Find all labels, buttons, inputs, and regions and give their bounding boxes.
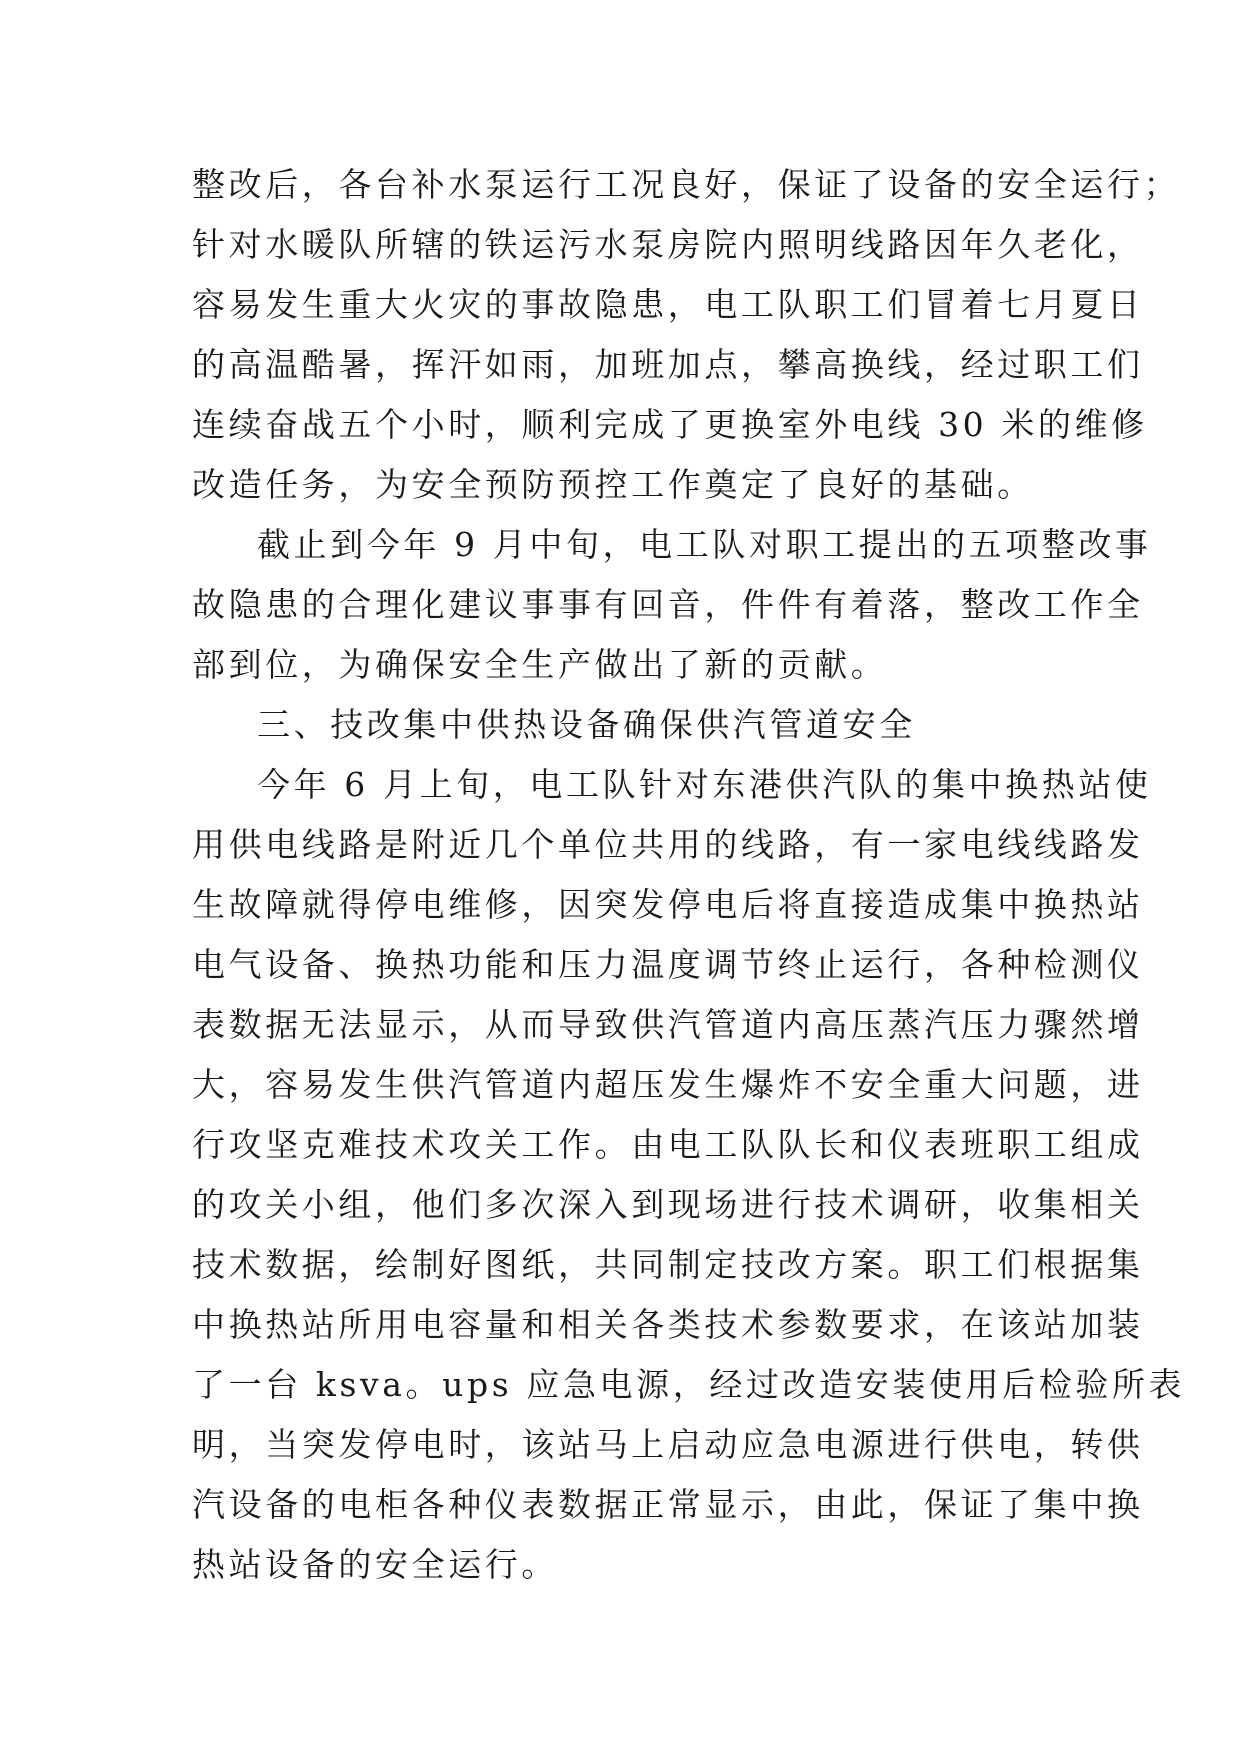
text-line: 整改后，各台补水泵运行工况良好，保证了设备的安全运行； <box>192 165 1181 204</box>
text-line: 改造任务，为安全预防预控工作奠定了良好的基础。 <box>192 465 1034 504</box>
text-line: 用供电线路是附近几个单位共用的线路，有一家电线线路发 <box>192 825 1144 864</box>
text-line: 行攻坚克难技术攻关工作。由电工队队长和仪表班职工组成 <box>192 1125 1144 1164</box>
text-line: 的攻关小组，他们多次深入到现场进行技术调研，收集相关 <box>192 1185 1144 1224</box>
text-line: 生故障就得停电维修，因突发停电后将直接造成集中换热站 <box>192 885 1144 924</box>
text-line: 热站设备的安全运行。 <box>192 1545 558 1584</box>
text-line: 的高温酷暑，挥汗如雨，加班加点，攀高换线，经过职工们 <box>192 345 1144 384</box>
section-heading: 三、技改集中供热设备确保供汽管道安全 <box>257 705 916 744</box>
text-line: 截止到今年 9 月中旬，电工队对职工提出的五项整改事 <box>257 525 1152 564</box>
text-line: 技术数据，绘制好图纸，共同制定技改方案。职工们根据集 <box>192 1245 1144 1284</box>
text-line: 今年 6 月上旬，电工队针对东港供汽队的集中换热站使 <box>257 765 1152 804</box>
text-line: 大，容易发生供汽管道内超压发生爆炸不安全重大问题，进 <box>192 1065 1144 1104</box>
text-line: 明，当突发停电时，该站马上启动应急电源进行供电，转供 <box>192 1425 1144 1464</box>
text-line: 表数据无法显示，从而导致供汽管道内高压蒸汽压力骤然增 <box>192 1005 1144 1044</box>
text-line: 容易发生重大火灾的事故隐患，电工队职工们冒着七月夏日 <box>192 285 1144 324</box>
text-line: 电气设备、换热功能和压力温度调节终止运行，各种检测仪 <box>192 945 1144 984</box>
text-line: 针对水暖队所辖的铁运污水泵房院内照明线路因年久老化， <box>192 225 1144 264</box>
text-line: 故隐患的合理化建议事事有回音，件件有着落，整改工作全 <box>192 585 1144 624</box>
text-line: 中换热站所用电容量和相关各类技术参数要求，在该站加装 <box>192 1305 1144 1344</box>
text-line: 连续奋战五个小时，顺利完成了更换室外电线 30 米的维修 <box>192 405 1148 444</box>
text-line: 汽设备的电柜各种仪表数据正常显示，由此，保证了集中换 <box>192 1485 1144 1524</box>
text-line: 了一台 ksva。ups 应急电源，经过改造安装使用后检验所表 <box>192 1365 1186 1404</box>
text-line: 部到位，为确保安全生产做出了新的贡献。 <box>192 645 888 684</box>
